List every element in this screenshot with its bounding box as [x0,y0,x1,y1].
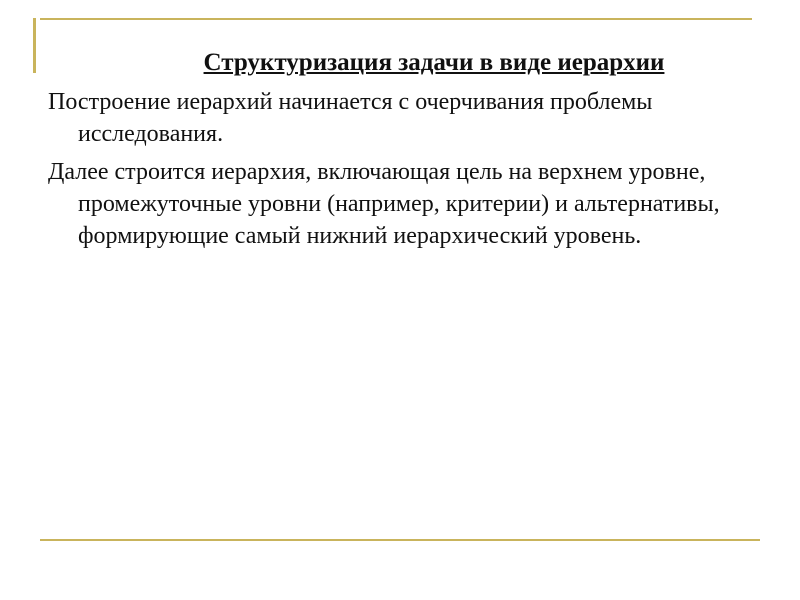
bottom-divider-line [40,539,760,541]
paragraph-intro: Построение иерархий начинается с очерчивания проблемы исследования. [48,89,653,147]
slide-title: Структуризация задачи в виде иерархии [203,49,665,76]
left-accent-line [33,18,36,73]
top-divider-line [40,18,752,20]
slide-content [48,48,768,258]
paragraph-hierarchy-structure: Далее строится иерархия, включающая цель на верхнем уровне, промежуточные уровни (например, критерии) и альтернативы, формирующие самый нижний иерархический уровень. [48,159,720,249]
